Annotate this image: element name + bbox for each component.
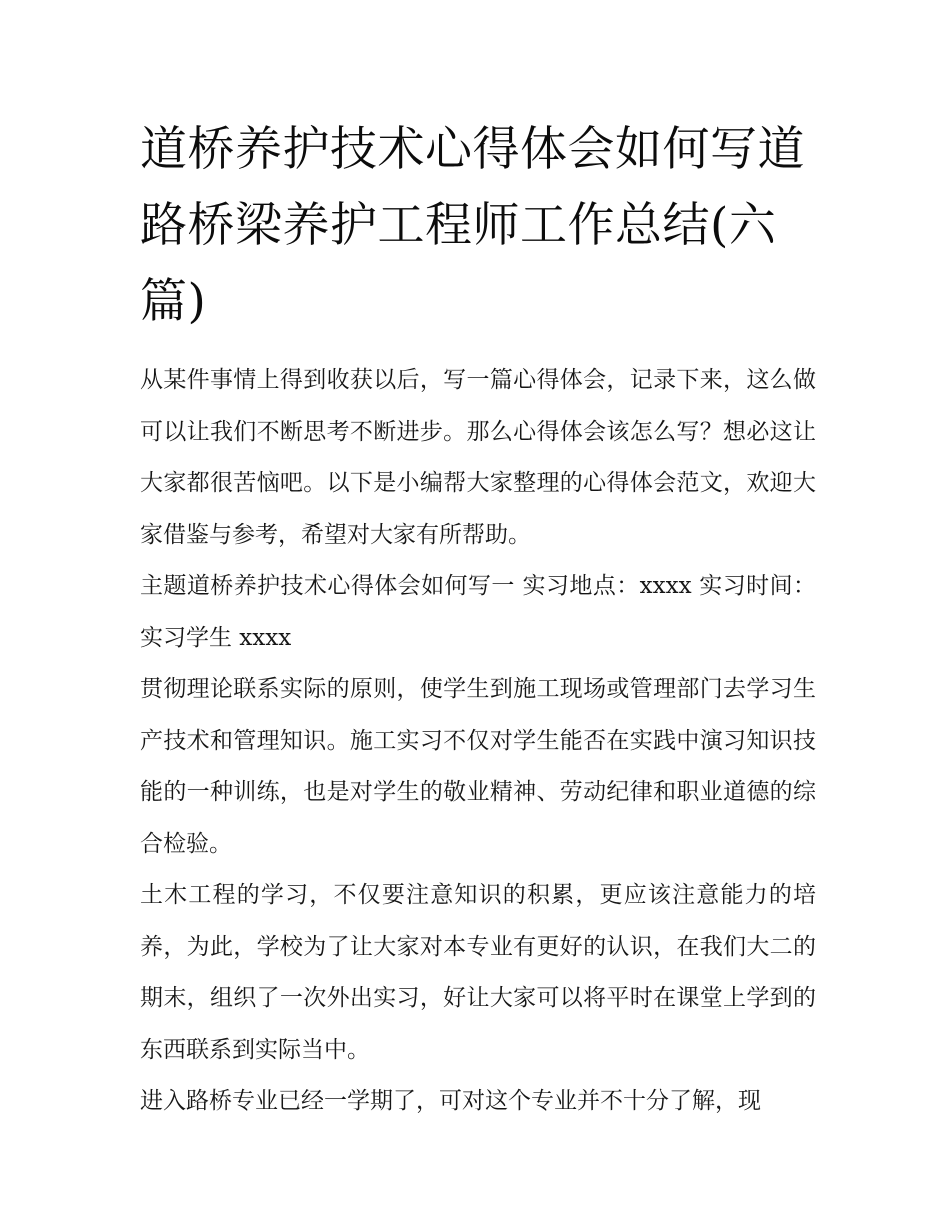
paragraph-civil-engineering: 土木工程的学习，不仅要注意知识的积累，更应该注意能力的培养，为此，学校为了让大家对本专业有更好的认识，在我们大二的期末，组织了一次外出实习，好让大家可以将平时在课堂上学到的东西联系到实际当中。	[140, 882, 816, 1063]
paragraph-intro: 从某件事情上得到收获以后，写一篇心得体会，记录下来，这么做可以让我们不断思考不断进步。那么心得体会该怎么写？想必这让大家都很苦恼吧。以下是小编帮大家整理的心得体会范文，欢迎大家借鉴与参考，希望对大家有所帮助。	[140, 367, 816, 548]
paragraph-principle: 贯彻理论联系实际的原则，使学生到施工现场或管理部门去学习生产技术和管理知识。施工实习不仅对学生能否在实践中演习知识技能的一种训练，也是对学生的敬业精神、劳动纪律和职业道德的综合检验。	[140, 676, 816, 857]
document-body	[140, 355, 816, 1128]
paragraph-internship-info: 主题道桥养护技术心得体会如何写一 实习地点：xxxx 实习时间： 实习学生 xxxx	[140, 573, 816, 651]
paragraph-road-bridge: 进入路桥专业已经一学期了，可对这个专业并不十分了解，现	[140, 1088, 761, 1114]
document-title: 道桥养护技术心得体会如何写道路桥梁养护工程师工作总结(六篇)	[140, 122, 805, 329]
